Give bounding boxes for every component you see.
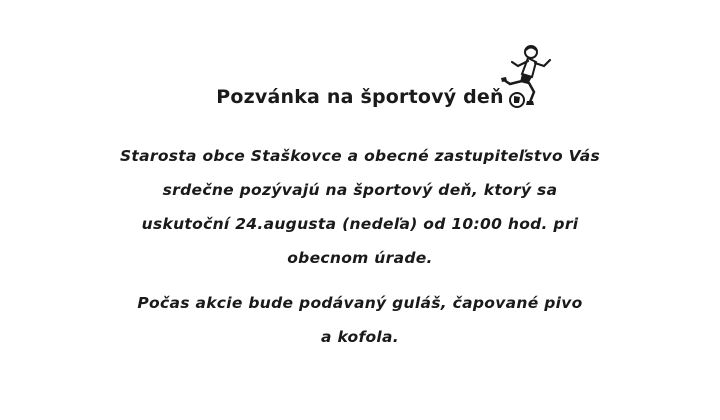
text-line: Počas akcie bude podávaný guláš, čapované pivo [137, 294, 583, 312]
page-title: Pozvánka na športový deň [216, 86, 504, 108]
text-line: obecnom úrade. [287, 249, 433, 267]
text-line: Starosta obce Staškovce a obecné zastupiteľstvo Vás [119, 147, 601, 165]
text-line: srdečne pozývajú na športový deň, ktorý sa [162, 181, 558, 199]
text-line: a kofola. [320, 328, 399, 346]
text-line: uskutoční 24.augusta (nedeľa) od 10:00 hod. pri [141, 215, 579, 233]
refreshments-paragraph [60, 286, 660, 354]
football-player-icon [498, 44, 554, 110]
invitation-paragraph [60, 139, 660, 275]
